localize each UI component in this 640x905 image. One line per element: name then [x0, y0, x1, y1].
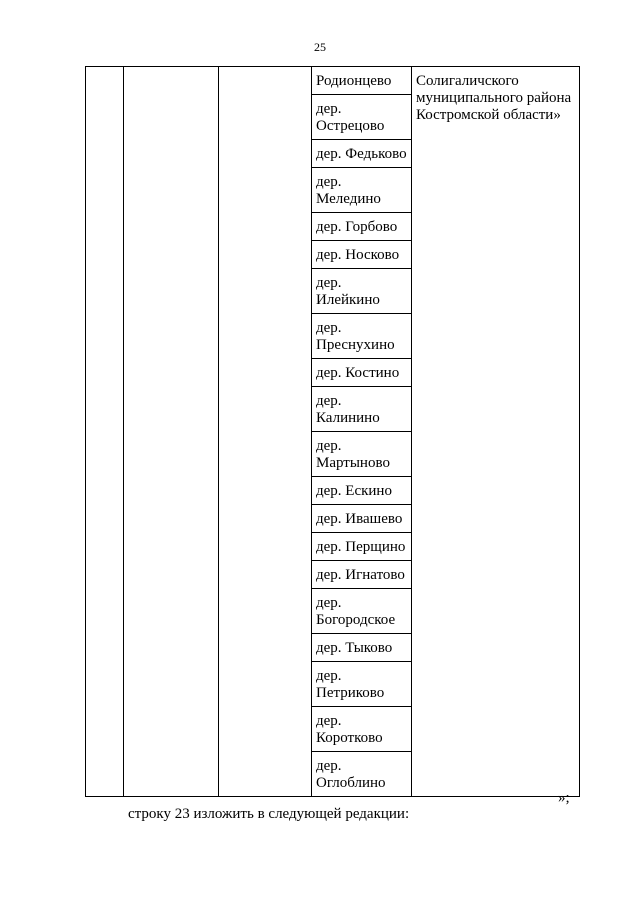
settlement-cell: дер. Петриково — [312, 662, 412, 707]
closing-quote-mark: »; — [558, 790, 570, 806]
empty-column-3 — [219, 67, 312, 797]
settlement-cell: дер. Ивашево — [312, 505, 412, 533]
settlement-cell: дер. Перщино — [312, 533, 412, 561]
settlement-cell: дер. Костино — [312, 359, 412, 387]
settlement-cell: дер. Калинино — [312, 387, 412, 432]
municipality-cell: Солигаличского муниципального района Костромской области» — [412, 67, 580, 797]
page-number: 25 — [314, 40, 326, 54]
settlement-cell: дер. Мартыново — [312, 432, 412, 477]
settlement-cell: дер. Федьково — [312, 140, 412, 168]
settlement-cell: Родионцево — [312, 67, 412, 95]
settlement-cell: дер. Меледино — [312, 168, 412, 213]
instruction-text: строку 23 изложить в следующей редакции: — [128, 806, 410, 822]
settlement-cell: дер. Острецово — [312, 95, 412, 140]
settlement-cell: дер. Оглоблино — [312, 752, 412, 797]
empty-column-2 — [124, 67, 219, 797]
settlement-cell: дер. Коротково — [312, 707, 412, 752]
table-row — [86, 67, 580, 95]
settlement-cell: дер. Игнатово — [312, 561, 412, 589]
empty-column-1 — [86, 67, 124, 797]
settlement-cell: дер. Тыково — [312, 634, 412, 662]
settlement-cell: дер. Горбово — [312, 213, 412, 241]
settlement-cell: дер. Ескино — [312, 477, 412, 505]
settlement-cell: дер. Преснухино — [312, 314, 412, 359]
settlement-cell: дер. Носково — [312, 241, 412, 269]
settlement-cell: дер. Богородское — [312, 589, 412, 634]
settlements-table — [85, 66, 580, 797]
settlement-cell: дер. Илейкино — [312, 269, 412, 314]
